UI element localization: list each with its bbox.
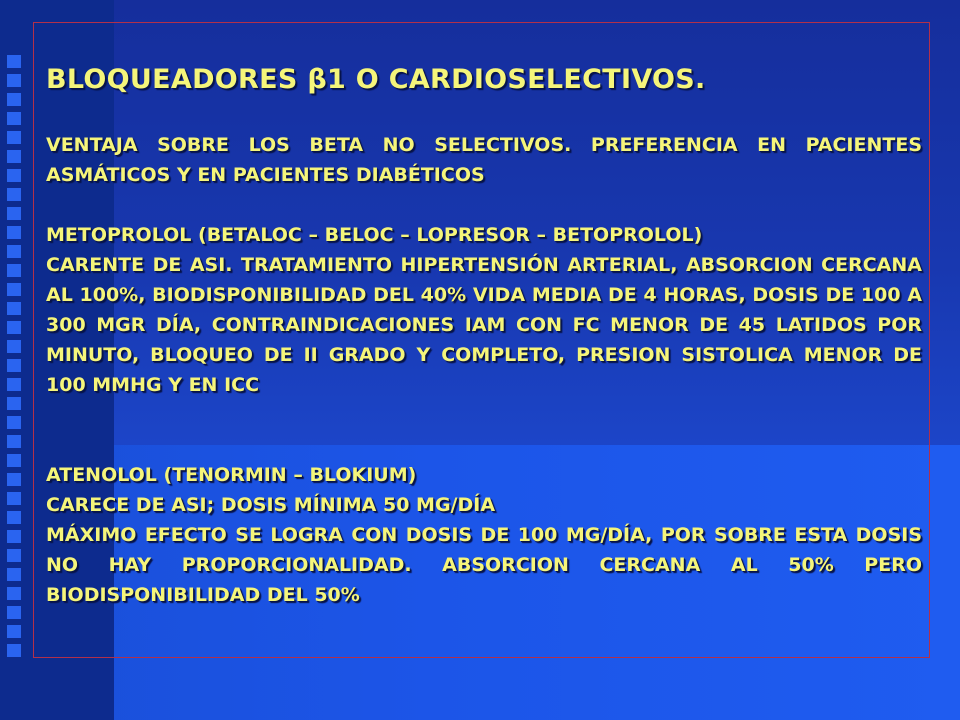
decorative-square <box>7 511 21 524</box>
decorative-square <box>7 359 21 372</box>
decorative-square <box>7 74 21 87</box>
slide-title: BLOQUEADORES β1 O CARDIOSELECTIVOS. <box>46 64 706 95</box>
decorative-square <box>7 321 21 334</box>
decorative-square <box>7 606 21 619</box>
decorative-square <box>7 397 21 410</box>
decorative-square <box>7 55 21 68</box>
decorative-square <box>7 644 21 657</box>
decorative-square <box>7 169 21 182</box>
decorative-square <box>7 435 21 448</box>
intro-paragraph: VENTAJA SOBRE LOS BETA NO SELECTIVOS. PREFERENCIA EN PACIENTES ASMÁTICOS Y EN PACIENTES DIABÉTICOS <box>46 134 922 186</box>
decorative-square <box>7 207 21 220</box>
decorative-square <box>7 454 21 467</box>
decorative-square <box>7 245 21 258</box>
decorative-square-column <box>7 55 25 663</box>
decorative-square <box>7 416 21 429</box>
metoprolol-heading: METOPROLOL (BETALOC – BELOC – LOPRESOR – BETOPROLOL) <box>46 224 703 246</box>
metoprolol-paragraph: CARENTE DE ASI. TRATAMIENTO HIPERTENSIÓN ARTERIAL, ABSORCION CERCANA AL 100%, BIODISPONIBILIDAD DEL 40% VIDA MEDIA DE 4 HORAS, DOSIS DE 100 A 300 MGR DÍA, CONTRAINDICACIONES IAM CON FC MENOR DE 45 LATIDOS POR MINUTO, BLOQUEO DE II GRADO Y COMPLETO, PRESION SISTOLICA MENOR DE 100 MMHG Y EN ICC <box>46 254 922 396</box>
atenolol-dose-line: CARECE DE ASI; DOSIS MÍNIMA 50 MG/DÍA <box>46 494 496 516</box>
decorative-square <box>7 492 21 505</box>
decorative-square <box>7 150 21 163</box>
decorative-square <box>7 340 21 353</box>
decorative-square <box>7 131 21 144</box>
decorative-square <box>7 264 21 277</box>
decorative-square <box>7 568 21 581</box>
decorative-square <box>7 473 21 486</box>
decorative-square <box>7 302 21 315</box>
atenolol-heading: ATENOLOL (TENORMIN – BLOKIUM) <box>46 464 417 486</box>
atenolol-paragraph: MÁXIMO EFECTO SE LOGRA CON DOSIS DE 100 MG/DÍA, POR SOBRE ESTA DOSIS NO HAY PROPORCIONALIDAD. ABSORCION CERCANA AL 50% PERO BIODISPONIBILIDAD DEL 50% <box>46 524 922 606</box>
slide-content <box>46 60 922 610</box>
decorative-square <box>7 93 21 106</box>
decorative-square <box>7 188 21 201</box>
decorative-square <box>7 625 21 638</box>
decorative-square <box>7 226 21 239</box>
decorative-square <box>7 112 21 125</box>
decorative-square <box>7 530 21 543</box>
decorative-square <box>7 549 21 562</box>
decorative-square <box>7 587 21 600</box>
decorative-square <box>7 283 21 296</box>
decorative-square <box>7 378 21 391</box>
